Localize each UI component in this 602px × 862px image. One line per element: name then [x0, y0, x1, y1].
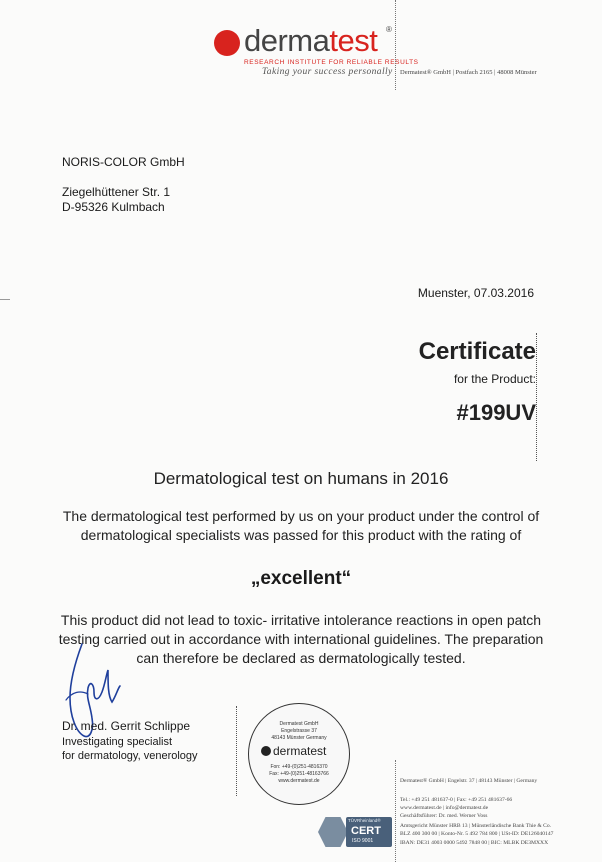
tuv-hexagon-icon: [318, 817, 348, 847]
footer-iban: IBAN: DE31 4003 0000 5492 7848 00 | BIC: MLBK DE3MXXX: [400, 840, 549, 846]
certificate-divider: [536, 333, 537, 461]
fold-mark: [0, 299, 10, 300]
footer-director: Geschäftsführer: Dr. med. Werner Voss: [400, 813, 488, 819]
recipient-street: Ziegelhüttener Str. 1: [62, 185, 171, 199]
stamp-dot-icon: [261, 746, 271, 756]
recipient-company: NORIS-COLOR GmbH: [62, 155, 185, 169]
footer-divider: [395, 760, 396, 862]
letter-date: Muenster, 07.03.2016: [417, 286, 534, 300]
certificate-subtitle: for the Product:: [453, 372, 536, 386]
tuv-iso-label: ISO 9001: [352, 838, 374, 844]
stamp-company: Dermatest GmbH: [279, 721, 319, 727]
logo-subtitle: RESEARCH INSTITUTE FOR RELIABLE RESULTS: [244, 59, 419, 66]
header-address: Dermatest® GmbH | Postfach 2165 | 48008 Münster: [400, 69, 537, 76]
footer-phone: Tel.: +49 251 481637-0 | Fax: +49 251 481637-66: [400, 797, 513, 803]
footer-web: www.dermatest.de | info@dermatest.de: [400, 805, 489, 811]
footer-register: Amtsgericht Münster HRB 13 | Münsterländische Bank Thie & Co.: [400, 823, 552, 829]
test-rating: „excellent“: [250, 568, 352, 589]
product-number: #199UV: [456, 400, 536, 425]
stamp-web: www.dermatest.de: [278, 778, 320, 784]
footer-address: Dermatest® GmbH | Engelstr. 37 | 48143 Münster | Germany: [400, 778, 538, 784]
header-divider: [395, 0, 396, 90]
signer-specialty: for dermatology, venerology: [62, 750, 198, 762]
recipient-city: D-95326 Kulmbach: [62, 200, 165, 214]
tuv-certification-badge: [318, 813, 394, 851]
stamp-street: Engelstrasse 37: [281, 728, 317, 734]
logo-tagline: Taking your success personally: [262, 67, 393, 77]
company-stamp: [248, 703, 350, 805]
footer-bank: BLZ 400 300 00 | Konto-Nr. 5 492 784 800 | USt-ID: DE126040147: [400, 831, 554, 837]
stamp-wordmark: dermatest: [273, 744, 327, 758]
signer-role: Investigating specialist: [62, 736, 173, 748]
signer-name: Dr. med. Gerrit Schlippe: [62, 719, 191, 733]
test-heading: Dermatological test on humans in 2016: [153, 469, 449, 488]
test-paragraph: The dermatological test performed by us on your product under the control of dermatological specialists was passed for this product with the rating of: [62, 508, 540, 543]
logo-registered-mark: ®: [386, 25, 392, 34]
stamp-fon: Fon: +49-(0)251-4816370: [270, 764, 328, 770]
logo-word-derma: derma: [244, 23, 330, 58]
tuv-brand: TÜVRheinland®: [348, 818, 381, 823]
dermatest-logo: [214, 23, 419, 80]
stamp-city: 48143 Münster Germany: [271, 735, 327, 741]
tuv-cert-label: CERT: [351, 825, 381, 837]
logo-red-dot-icon: [214, 30, 240, 56]
certificate-title: Certificate: [418, 338, 536, 365]
logo-word-test: test: [329, 23, 378, 58]
signature-divider: [236, 706, 237, 796]
conclusion-paragraph: This product did not lead to toxic- irritative intolerance reactions in open patch testing carried out in accordance with international guidelines. The preparation can therefore be declared as dermatologically tested.: [58, 612, 544, 666]
logo-wordmark: [244, 24, 377, 58]
stamp-logo: [261, 744, 337, 758]
stamp-fax: Fax: +49-(0)251-48163766: [269, 771, 329, 777]
